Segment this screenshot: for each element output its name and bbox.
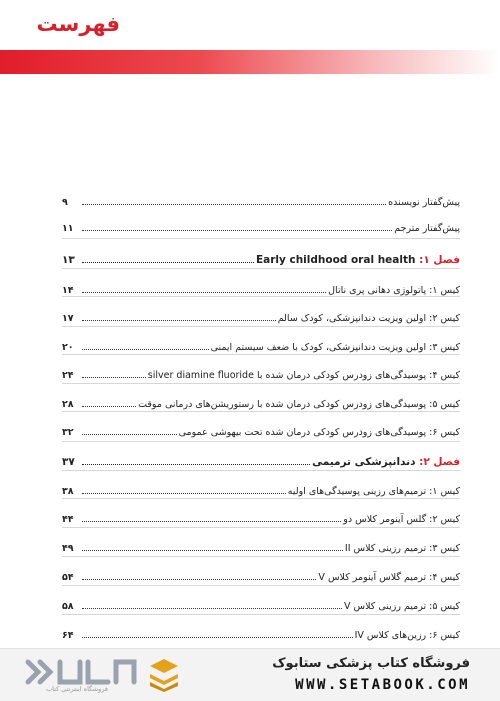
header-bar <box>0 50 500 74</box>
chapter-title: Early childhood oral health <box>255 254 416 266</box>
toc-chapter[interactable] <box>62 444 460 468</box>
shop-url-link[interactable]: WWW.SETABOOK.COM <box>295 677 470 693</box>
dot-leader <box>82 220 392 231</box>
dot-leader <box>82 339 209 350</box>
toc-entry[interactable] <box>62 588 460 612</box>
divider <box>62 470 460 471</box>
toc-entry-page: ۳۸ <box>62 486 74 497</box>
toc-entry[interactable] <box>62 501 460 525</box>
divider <box>62 354 460 355</box>
divider <box>62 585 460 586</box>
toc-entry[interactable] <box>62 272 460 296</box>
toc-entry[interactable] <box>62 559 460 583</box>
toc-entry-page: ۳۷ <box>62 456 75 468</box>
dot-leader <box>82 367 146 378</box>
toc-entry-page: ۱۱ <box>62 223 74 234</box>
toc-entry-page: ۵۴ <box>62 572 74 583</box>
logo-caption: فروشگاه اینترنتی کتاب <box>46 685 108 693</box>
toc-entry-title: کیس ۶: رزین‌های کلاس IV <box>354 630 460 641</box>
dot-leader <box>82 424 177 435</box>
chapter-label: فصل ۱: <box>419 254 460 266</box>
divider <box>62 498 460 499</box>
toc-entry-title: کیس ۴: پوسیدگی‌های زودرس کودکی درمان شده با silver diamine fluoride <box>147 370 460 381</box>
book-stack-icon <box>148 656 180 692</box>
toc-entry-page: ۹ <box>62 197 68 208</box>
toc-entry-page: ۴۹ <box>62 543 74 554</box>
shop-name: فروشگاه کتاب پزشکی ستابوک <box>272 656 470 671</box>
toc-entry-page: ۱۴ <box>62 285 74 296</box>
toc-entry-title: کیس ۱: پاتولوژی دهانی پری ناتال <box>328 285 460 296</box>
divider <box>62 268 460 269</box>
dot-leader <box>82 310 276 321</box>
dot-leader <box>82 483 286 494</box>
toc-entry-title: پیش‌گفتار نویسنده <box>388 197 460 208</box>
toc-entry[interactable] <box>62 386 460 410</box>
divider <box>62 238 460 239</box>
divider <box>62 527 460 528</box>
toc-entry-title: کیس ۱: ترمیم‌های رزینی پوسیدگی‌های اولیه <box>287 486 460 497</box>
toc-entry-title: کیس ۵: پوسیدگی‌های زودرس کودکی درمان شده با رستوریشن‌های درمانی موقت <box>138 399 460 410</box>
toc-entry-page: ۵۸ <box>62 601 74 612</box>
toc-entry-page: ۱۳ <box>62 254 75 266</box>
toc-entry-title: کیس ۳: ترمیم رزینی کلاس II <box>344 543 460 554</box>
toc-entry-page: ۳۲ <box>62 427 74 438</box>
dot-leader <box>82 627 353 638</box>
dot-leader <box>82 540 343 551</box>
dot-leader <box>82 511 341 522</box>
toc-entry-title: کیس ۲: اولین ویزیت دندانپزشکی، کودک سالم <box>277 313 460 324</box>
chapter-title: دندانپزشکی ترمیمی <box>312 456 416 468</box>
toc-entry-title: کیس ۴: ترمیم گلاس آینومر کلاس V <box>318 572 460 583</box>
toc-entry-title: پیش‌گفتار مترجم <box>394 223 460 234</box>
toc-entry-title: کیس ۶: پوسیدگی‌های زودرس کودکی درمان شده تحت بیهوشی عمومی <box>178 427 460 438</box>
chapter-label: فصل ۲: <box>419 456 460 468</box>
toc-entry-title: کیس ۲: گلس آینومر کلاس دو <box>343 514 460 525</box>
dot-leader <box>82 396 136 407</box>
toc-entry-page: ۶۴ <box>62 630 74 641</box>
toc-entry[interactable] <box>62 300 460 324</box>
toc-entry-page: ۲۴ <box>62 370 74 381</box>
toc-entry[interactable] <box>62 414 460 438</box>
toc-entry[interactable] <box>62 473 460 497</box>
page-title: فهرست <box>36 12 120 36</box>
dot-leader <box>82 252 254 263</box>
divider <box>62 556 460 557</box>
toc-entry[interactable] <box>62 617 460 641</box>
dot-leader <box>82 454 310 465</box>
toc-chapter[interactable] <box>62 242 460 266</box>
toc-entry-title: کیس ۳: اولین ویزیت دندانپزشکی، کودک با ضعف سیستم ایمنی <box>210 342 460 353</box>
divider <box>62 383 460 384</box>
toc-entry[interactable] <box>62 210 460 234</box>
divider <box>62 441 460 442</box>
dot-leader <box>82 598 342 609</box>
toc-entry[interactable] <box>62 184 460 208</box>
dot-leader <box>82 194 386 205</box>
divider <box>62 296 460 297</box>
divider <box>62 614 460 615</box>
divider <box>62 411 460 412</box>
divider <box>62 326 460 327</box>
toc-entry[interactable] <box>62 530 460 554</box>
dot-leader <box>82 569 316 580</box>
dot-leader <box>82 282 326 293</box>
toc-entry-page: ۱۷ <box>62 313 74 324</box>
toc-entry-page: ۲۸ <box>62 399 74 410</box>
toc-entry[interactable] <box>62 329 460 353</box>
toc-entry-page: ۴۴ <box>62 514 74 525</box>
toc-entry-page: ۲۰ <box>62 342 74 353</box>
toc-entry-title: کیس ۵: ترمیم رزینی کلاس V <box>344 601 460 612</box>
toc-entry[interactable] <box>62 357 460 381</box>
